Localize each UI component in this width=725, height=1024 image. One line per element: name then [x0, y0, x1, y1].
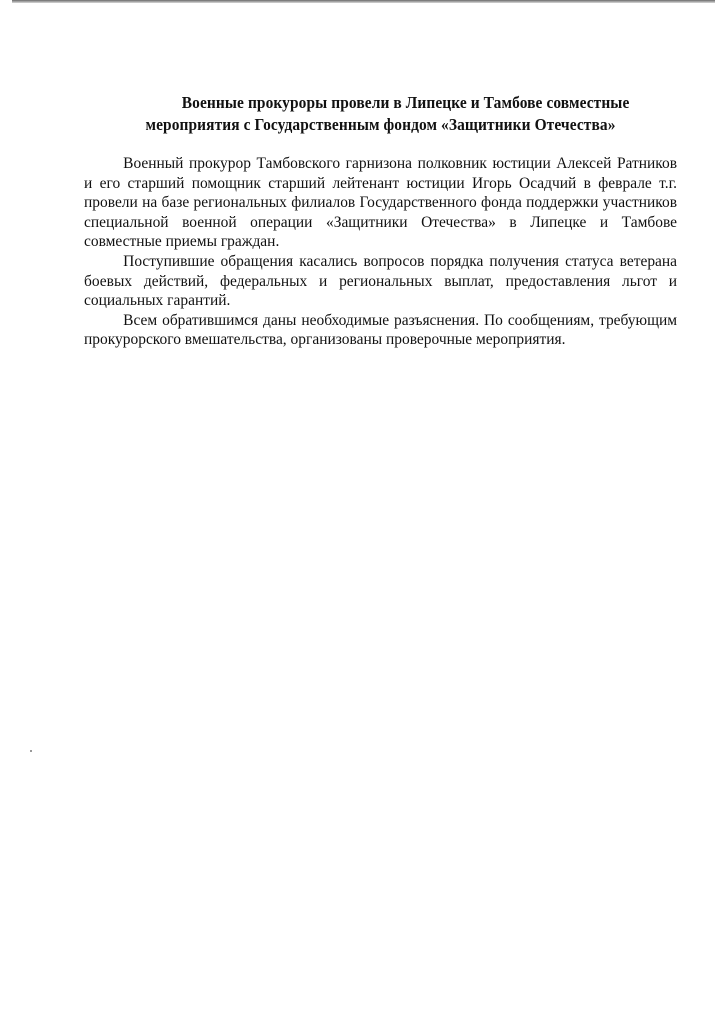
- paragraph-2: Поступившие обращения касались вопросов порядка получения статуса ветерана боевых действий, федеральных и региональных выплат, предоставления льгот и социальных гарантий.: [84, 251, 678, 310]
- title-line-1: Военные прокуроры провели в Липецке и Тамбове совместные: [181, 93, 630, 112]
- title-line-2: мероприятия с Государственным фондом «Защитники Отечества»: [145, 115, 616, 134]
- paragraph-3: Всем обратившимся даны необходимые разъяснения. По сообщениям, требующим прокурорского вмешательства, организованы проверочные мероприятия.: [84, 310, 678, 349]
- document-page: [84, 92, 677, 350]
- scan-edge-shadow: [12, 0, 715, 3]
- scan-speck: [30, 750, 32, 752]
- document-body: [84, 154, 677, 350]
- paragraph-1: Военный прокурор Тамбовского гарнизона полковник юстиции Алексей Ратников и его старший помощник старший лейтенант юстиции Игорь Осадчий в феврале т.г. провели на базе региональных филиалов Государственного фонда поддержки участников специальной военной операции «Защитники Отечества» в Липецке и Тамбове совместные приемы граждан.: [84, 154, 678, 251]
- document-title: [105, 92, 656, 136]
